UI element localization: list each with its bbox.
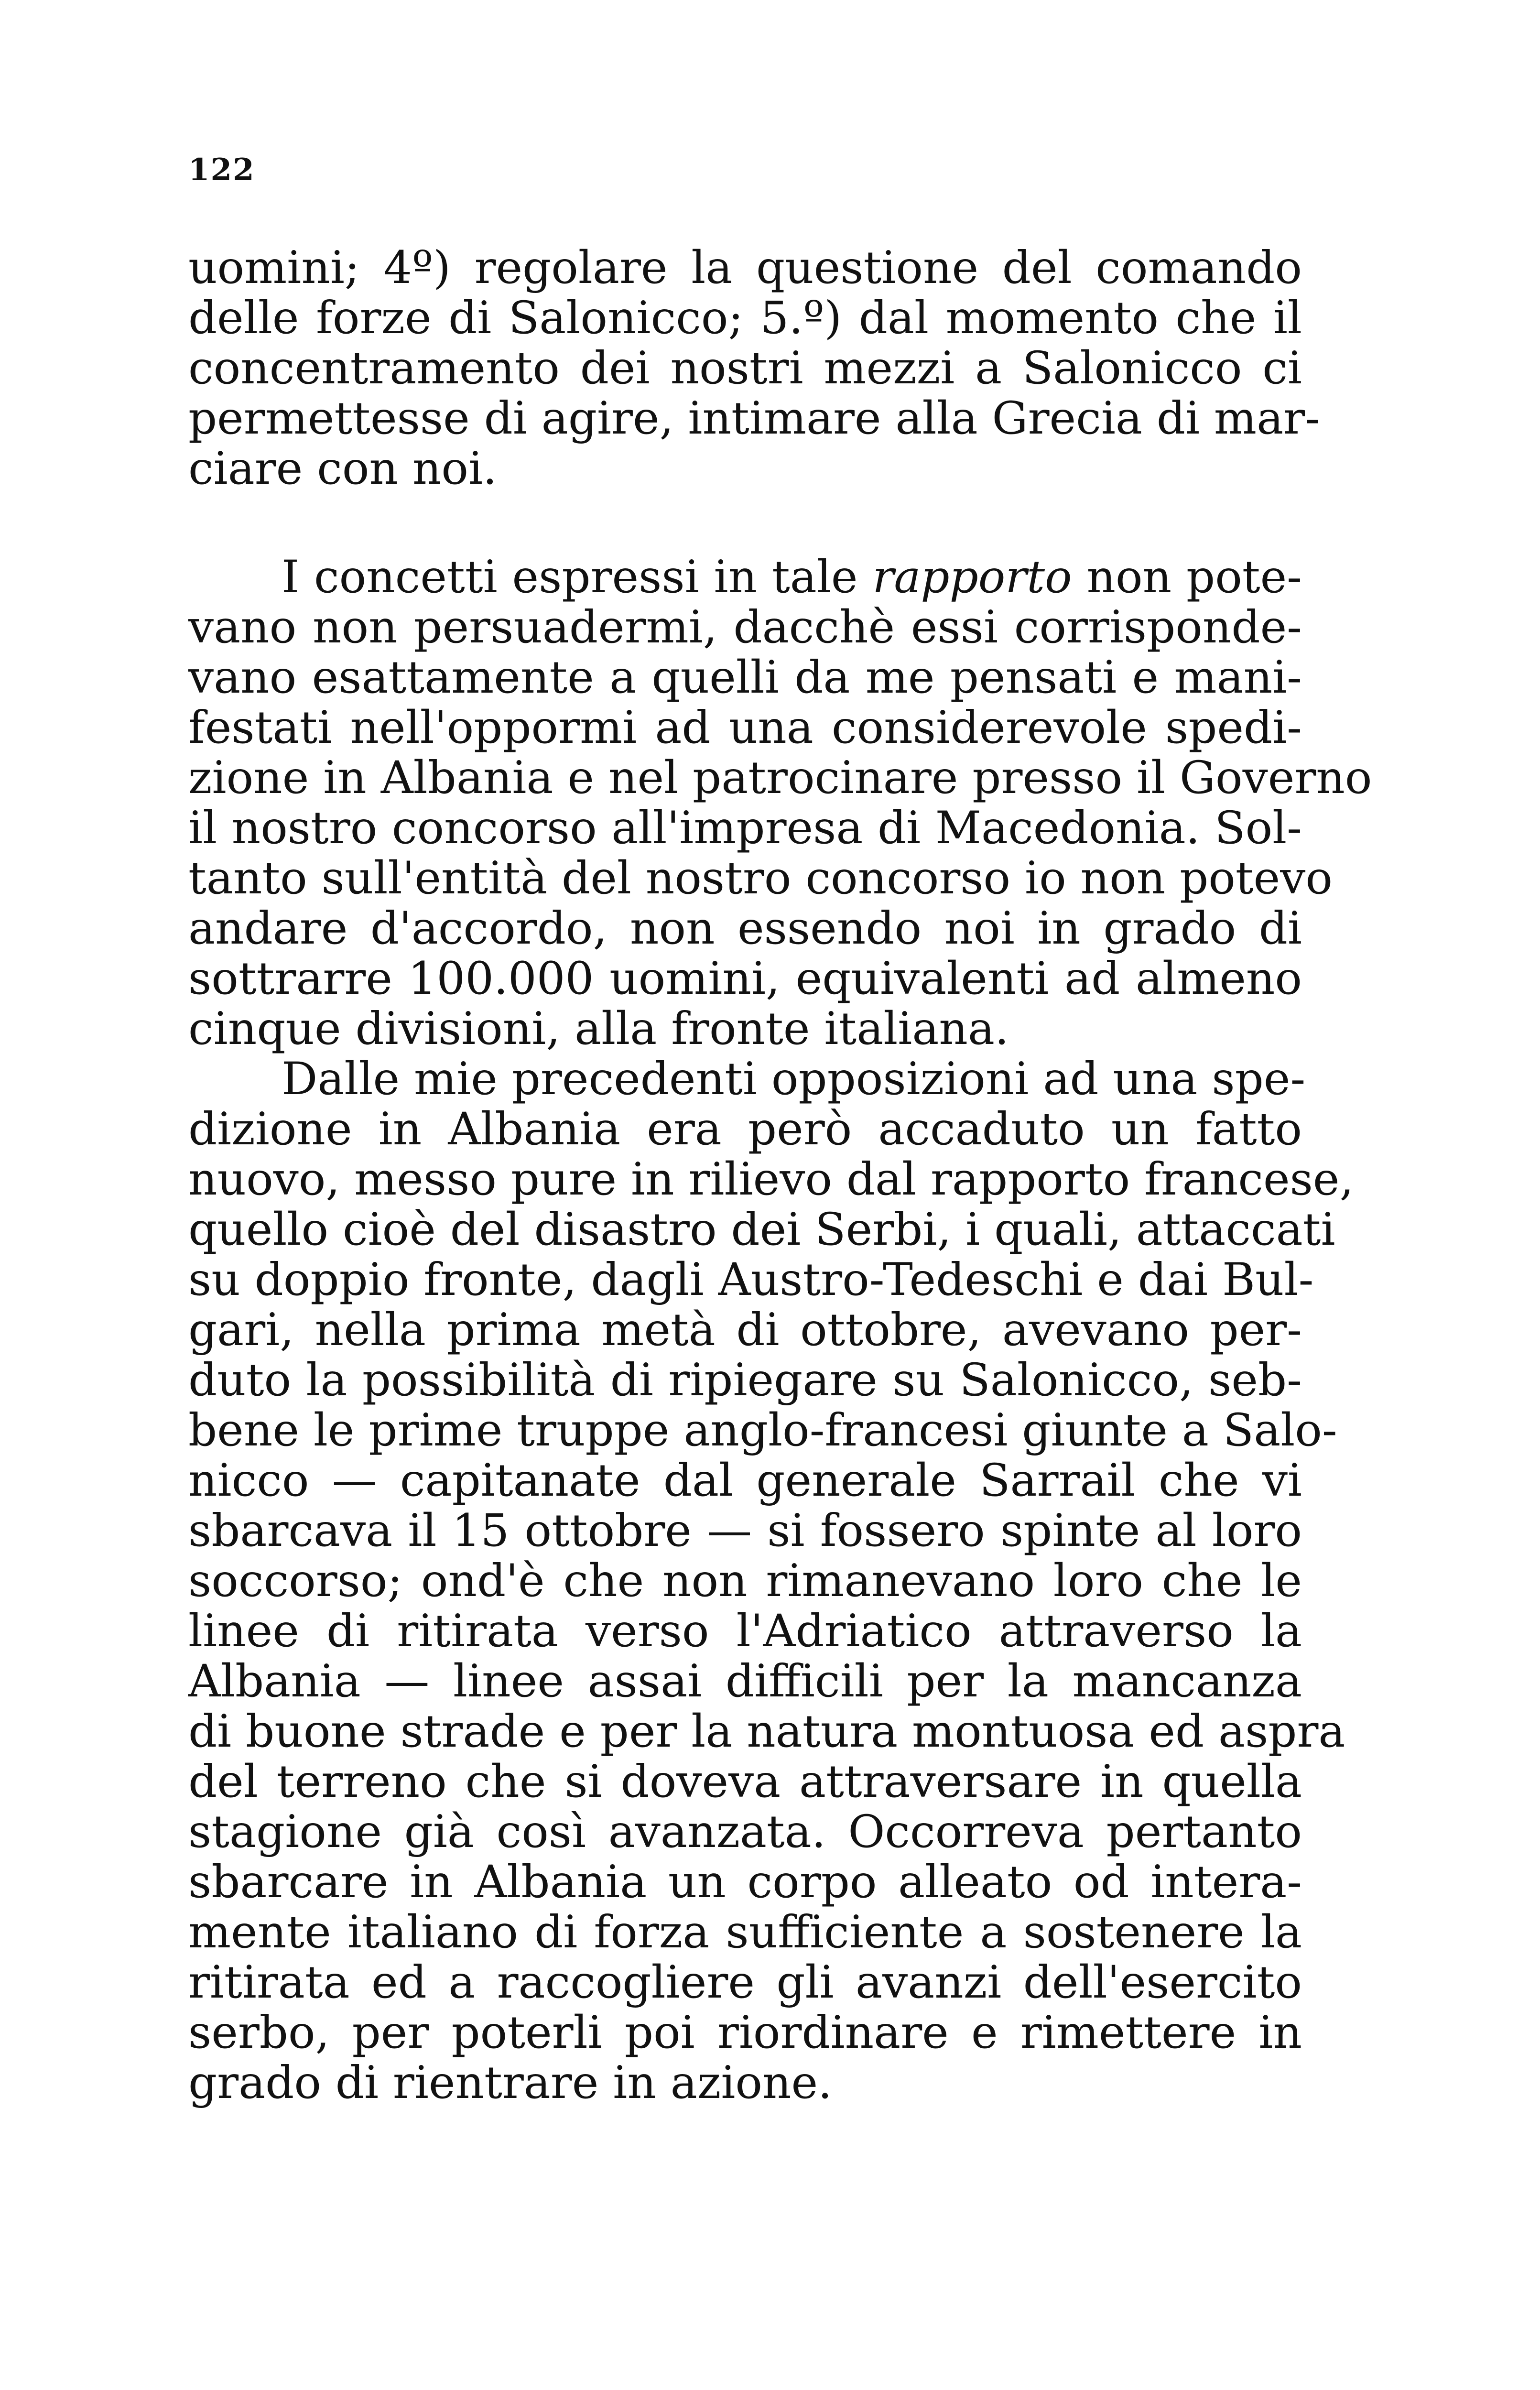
text-line: tanto sull'entità del nostro concorso io non potevo xyxy=(188,852,1333,904)
paragraph-2 xyxy=(188,551,1372,1055)
text-line: Dalle mie precedenti opposizioni ad una spe- xyxy=(282,1053,1306,1105)
text-line: su doppio fronte, dagli Austro-Tedeschi e dai Bul- xyxy=(188,1254,1314,1306)
text-line: del terreno che si doveva attraversare in quella xyxy=(188,1756,1302,1808)
text-line: quello cioè del disastro dei Serbi, i quali, attaccati xyxy=(188,1204,1335,1256)
text-line: stagione già così avanzata. Occorreva pertanto xyxy=(188,1806,1302,1858)
text-line: Albania — linee assai difficili per la mancanza xyxy=(188,1655,1302,1707)
text-line: ritirata ed a raccogliere gli avanzi dell'esercito xyxy=(188,1956,1302,2009)
text-line: nuovo, messo pure in rilievo dal rapporto francese, xyxy=(188,1153,1354,1206)
text-line-first xyxy=(188,552,1302,602)
text-line: andare d'accordo, non essendo noi in grado di xyxy=(188,902,1302,955)
text-segment: non pote- xyxy=(1072,551,1302,603)
paragraph-3 xyxy=(188,1053,1354,2109)
text-line: linee di ritirata verso l'Adriatico attraverso la xyxy=(188,1605,1302,1657)
text-line: concentramento dei nostri mezzi a Salonicco ci xyxy=(188,342,1302,394)
text-line: festati nell'oppormi ad una considerevole spedi- xyxy=(188,702,1302,754)
text-line: bene le prime truppe anglo-francesi giunte a Salo- xyxy=(188,1404,1337,1456)
text-line: cinque divisioni, alla fronte italiana. xyxy=(188,1003,1009,1055)
text-line: sbarcare in Albania un corpo alleato od intera- xyxy=(188,1856,1302,1908)
text-line: mente italiano di forza sufficiente a sostenere la xyxy=(188,1906,1302,1958)
text-line: dizione in Albania era però accaduto un fatto xyxy=(188,1103,1302,1155)
text-line: sottrarre 100.000 uomini, equivalenti ad almeno xyxy=(188,953,1302,1005)
text-line: nicco — capitanate dal generale Sarrail che vi xyxy=(188,1455,1302,1507)
text-line: gari, nella prima metà di ottobre, avevano per- xyxy=(188,1304,1302,1356)
text-line: uomini; 4º) regolare la questione del comando xyxy=(188,242,1302,294)
text-line: delle forze di Salonicco; 5.º) dal momento che il xyxy=(188,292,1302,344)
text-line: grado di rientrare in azione. xyxy=(188,2057,833,2109)
text-line: permettesse di agire, intimare alla Grecia di mar- xyxy=(188,392,1320,445)
text-line: di buone strade e per la natura montuosa ed aspra xyxy=(188,1706,1345,1758)
page-number: 122 xyxy=(188,152,255,188)
text-line: vano non persuadermi, dacchè essi corrisponde- xyxy=(188,601,1302,653)
text-line: vano esattamente a quelli da me pensati e mani- xyxy=(188,652,1302,704)
italic-word: rapporto xyxy=(872,551,1072,603)
text-line: il nostro concorso all'impresa di Macedonia. Sol- xyxy=(188,802,1302,854)
text-segment: I concetti espressi in tale xyxy=(282,551,873,603)
text-line: serbo, per poterli poi riordinare e rimettere in xyxy=(188,2007,1302,2059)
paragraph-1 xyxy=(188,242,1320,495)
text-line: zione in Albania e nel patrocinare presso il Governo xyxy=(188,752,1372,804)
text-line: ciare con noi. xyxy=(188,443,497,495)
text-line: sbarcava il 15 ottobre — si fossero spinte al loro xyxy=(188,1505,1302,1557)
text-line: soccorso; ond'è che non rimanevano loro che le xyxy=(188,1555,1302,1607)
text-line: duto la possibilità di ripiegare su Salonicco, seb- xyxy=(188,1354,1302,1406)
